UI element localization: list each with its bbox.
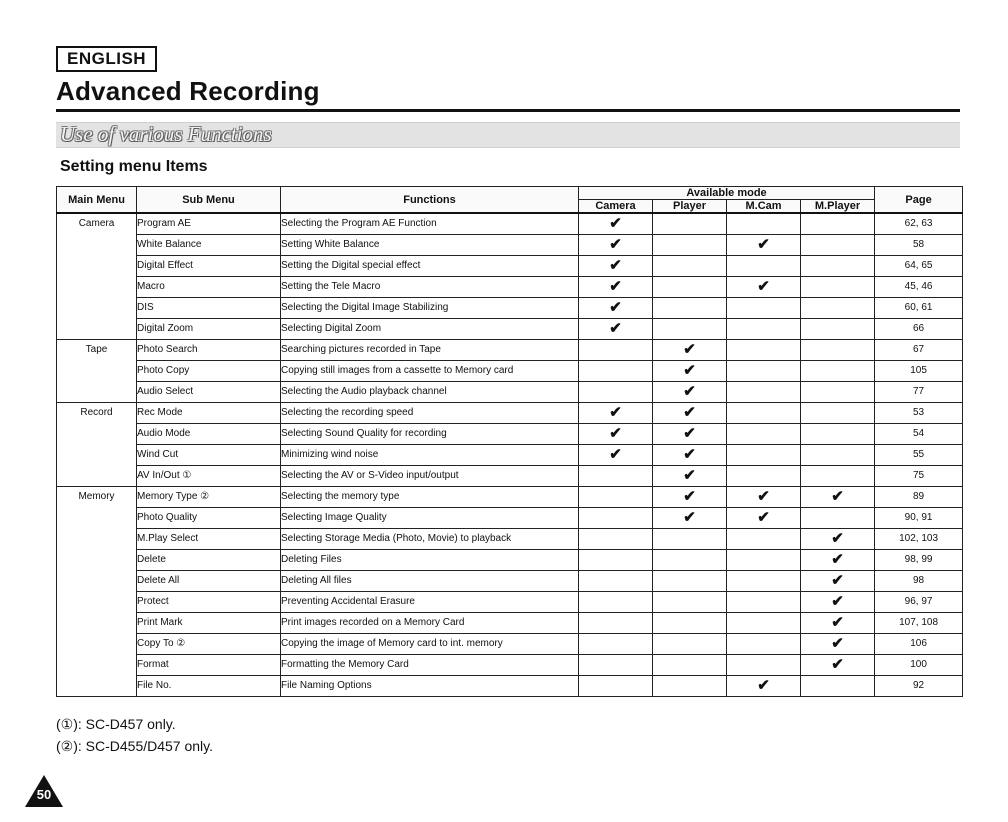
header-mode-mplayer: M.Player [801, 200, 875, 214]
camera-mode-cell [579, 550, 653, 571]
sub-menu-cell: Photo Copy [137, 361, 281, 382]
page-cell: 45, 46 [875, 277, 963, 298]
header-mode-mcam: M.Cam [727, 200, 801, 214]
function-cell: Selecting the memory type [281, 487, 579, 508]
main-menu-cell: Record [57, 403, 137, 487]
sub-menu-cell: Audio Mode [137, 424, 281, 445]
mplayer-mode-cell: ✔ [801, 529, 875, 550]
camera-mode-cell [579, 466, 653, 487]
player-mode-cell: ✔ [653, 340, 727, 361]
sub-menu-cell: DIS [137, 298, 281, 319]
mcam-mode-cell [727, 382, 801, 403]
function-cell: Preventing Accidental Erasure [281, 592, 579, 613]
page-cell: 98 [875, 571, 963, 592]
sub-menu-cell: AV In/Out ① [137, 466, 281, 487]
sub-menu-cell: Memory Type ② [137, 487, 281, 508]
mcam-mode-cell: ✔ [727, 235, 801, 256]
mplayer-mode-cell [801, 277, 875, 298]
player-mode-cell [653, 613, 727, 634]
mplayer-mode-cell [801, 256, 875, 277]
mplayer-mode-cell [801, 235, 875, 256]
function-cell: Selecting Digital Zoom [281, 319, 579, 340]
mcam-mode-cell [727, 466, 801, 487]
header-sub-menu: Sub Menu [137, 187, 281, 214]
function-cell: Selecting Sound Quality for recording [281, 424, 579, 445]
setting-menu-table [56, 186, 963, 697]
mplayer-mode-cell: ✔ [801, 655, 875, 676]
subsection-title: Setting menu Items [60, 158, 208, 175]
page-cell: 107, 108 [875, 613, 963, 634]
camera-mode-cell [579, 571, 653, 592]
table-row [57, 571, 963, 592]
page-cell: 62, 63 [875, 213, 963, 235]
mplayer-mode-cell: ✔ [801, 634, 875, 655]
mplayer-mode-cell: ✔ [801, 550, 875, 571]
table-row [57, 403, 963, 424]
player-mode-cell [653, 655, 727, 676]
page-cell: 89 [875, 487, 963, 508]
sub-menu-cell: Rec Mode [137, 403, 281, 424]
main-menu-cell: Memory [57, 487, 137, 697]
sub-menu-cell: Wind Cut [137, 445, 281, 466]
camera-mode-cell [579, 382, 653, 403]
player-mode-cell: ✔ [653, 382, 727, 403]
mplayer-mode-cell [801, 508, 875, 529]
camera-mode-cell: ✔ [579, 424, 653, 445]
player-mode-cell: ✔ [653, 508, 727, 529]
mplayer-mode-cell [801, 382, 875, 403]
function-cell: Selecting the Digital Image Stabilizing [281, 298, 579, 319]
table-row [57, 235, 963, 256]
page-title: Advanced Recording [56, 76, 320, 106]
camera-mode-cell: ✔ [579, 277, 653, 298]
player-mode-cell [653, 256, 727, 277]
table-row [57, 613, 963, 634]
camera-mode-cell [579, 655, 653, 676]
camera-mode-cell [579, 361, 653, 382]
function-cell: File Naming Options [281, 676, 579, 697]
page-cell: 96, 97 [875, 592, 963, 613]
mcam-mode-cell [727, 445, 801, 466]
title-divider [56, 109, 960, 112]
mcam-mode-cell [727, 213, 801, 235]
function-cell: Setting the Tele Macro [281, 277, 579, 298]
mcam-mode-cell [727, 340, 801, 361]
mcam-mode-cell [727, 256, 801, 277]
mcam-mode-cell: ✔ [727, 508, 801, 529]
player-mode-cell [653, 676, 727, 697]
mplayer-mode-cell [801, 466, 875, 487]
page-cell: 75 [875, 466, 963, 487]
footnote-2: (②): SC-D455/D457 only. [56, 738, 214, 754]
table-row [57, 424, 963, 445]
mplayer-mode-cell [801, 361, 875, 382]
player-mode-cell [653, 277, 727, 298]
mplayer-mode-cell [801, 403, 875, 424]
header-functions: Functions [281, 187, 579, 214]
table-row [57, 445, 963, 466]
camera-mode-cell [579, 613, 653, 634]
camera-mode-cell: ✔ [579, 445, 653, 466]
sub-menu-cell: M.Play Select [137, 529, 281, 550]
page-cell: 105 [875, 361, 963, 382]
table-row [57, 382, 963, 403]
table-row [57, 634, 963, 655]
page-cell: 58 [875, 235, 963, 256]
page-cell: 53 [875, 403, 963, 424]
player-mode-cell: ✔ [653, 424, 727, 445]
header-page: Page [875, 187, 963, 214]
page-cell: 66 [875, 319, 963, 340]
table-row [57, 655, 963, 676]
function-cell: Selecting Storage Media (Photo, Movie) to playback [281, 529, 579, 550]
table-row [57, 213, 963, 235]
camera-mode-cell [579, 487, 653, 508]
mcam-mode-cell: ✔ [727, 487, 801, 508]
mcam-mode-cell [727, 403, 801, 424]
page-cell: 77 [875, 382, 963, 403]
mcam-mode-cell [727, 655, 801, 676]
mcam-mode-cell: ✔ [727, 277, 801, 298]
mcam-mode-cell [727, 550, 801, 571]
page-cell: 54 [875, 424, 963, 445]
footnote-1: (①): SC-D457 only. [56, 716, 176, 732]
player-mode-cell [653, 592, 727, 613]
page-cell: 64, 65 [875, 256, 963, 277]
mplayer-mode-cell: ✔ [801, 487, 875, 508]
camera-mode-cell: ✔ [579, 298, 653, 319]
page-cell: 67 [875, 340, 963, 361]
mplayer-mode-cell: ✔ [801, 592, 875, 613]
mplayer-mode-cell [801, 298, 875, 319]
table-row [57, 340, 963, 361]
header-mode-player: Player [653, 200, 727, 214]
page-number: 50 [36, 787, 52, 802]
mplayer-mode-cell: ✔ [801, 571, 875, 592]
main-menu-cell: Tape [57, 340, 137, 403]
header-available-mode: Available mode [579, 187, 875, 200]
mcam-mode-cell [727, 529, 801, 550]
table-row [57, 508, 963, 529]
mplayer-mode-cell: ✔ [801, 613, 875, 634]
player-mode-cell: ✔ [653, 466, 727, 487]
mcam-mode-cell [727, 361, 801, 382]
camera-mode-cell [579, 676, 653, 697]
table-row [57, 319, 963, 340]
function-cell: Selecting Image Quality [281, 508, 579, 529]
page-cell: 90, 91 [875, 508, 963, 529]
function-cell: Minimizing wind noise [281, 445, 579, 466]
player-mode-cell: ✔ [653, 403, 727, 424]
player-mode-cell [653, 319, 727, 340]
main-menu-cell: Camera [57, 213, 137, 340]
sub-menu-cell: Delete [137, 550, 281, 571]
mplayer-mode-cell [801, 676, 875, 697]
function-cell: Selecting the recording speed [281, 403, 579, 424]
sub-menu-cell: Audio Select [137, 382, 281, 403]
table-row [57, 550, 963, 571]
table-row [57, 298, 963, 319]
sub-menu-cell: Format [137, 655, 281, 676]
function-cell: Setting White Balance [281, 235, 579, 256]
table-row [57, 676, 963, 697]
page-cell: 92 [875, 676, 963, 697]
page-cell: 100 [875, 655, 963, 676]
page-cell: 102, 103 [875, 529, 963, 550]
header-main-menu: Main Menu [57, 187, 137, 214]
section-title: Use of various Functions [60, 122, 272, 146]
camera-mode-cell [579, 634, 653, 655]
page-cell: 106 [875, 634, 963, 655]
player-mode-cell [653, 634, 727, 655]
function-cell: Deleting Files [281, 550, 579, 571]
camera-mode-cell: ✔ [579, 256, 653, 277]
sub-menu-cell: Photo Quality [137, 508, 281, 529]
player-mode-cell [653, 213, 727, 235]
camera-mode-cell [579, 508, 653, 529]
camera-mode-cell [579, 592, 653, 613]
mcam-mode-cell [727, 298, 801, 319]
language-label: ENGLISH [56, 46, 157, 72]
function-cell: Selecting the AV or S-Video input/output [281, 466, 579, 487]
sub-menu-cell: Print Mark [137, 613, 281, 634]
table-row [57, 487, 963, 508]
sub-menu-cell: Macro [137, 277, 281, 298]
mplayer-mode-cell [801, 424, 875, 445]
sub-menu-cell: Digital Effect [137, 256, 281, 277]
player-mode-cell [653, 298, 727, 319]
sub-menu-cell: Delete All [137, 571, 281, 592]
mplayer-mode-cell [801, 445, 875, 466]
page-cell: 55 [875, 445, 963, 466]
header-mode-camera: Camera [579, 200, 653, 214]
sub-menu-cell: Photo Search [137, 340, 281, 361]
function-cell: Formatting the Memory Card [281, 655, 579, 676]
player-mode-cell: ✔ [653, 445, 727, 466]
player-mode-cell [653, 550, 727, 571]
camera-mode-cell: ✔ [579, 213, 653, 235]
function-cell: Deleting All files [281, 571, 579, 592]
table-row [57, 466, 963, 487]
sub-menu-cell: File No. [137, 676, 281, 697]
function-cell: Copying still images from a cassette to Memory card [281, 361, 579, 382]
player-mode-cell [653, 235, 727, 256]
table-row [57, 256, 963, 277]
mcam-mode-cell [727, 424, 801, 445]
sub-menu-cell: Copy To ② [137, 634, 281, 655]
function-cell: Selecting the Audio playback channel [281, 382, 579, 403]
table-row [57, 277, 963, 298]
camera-mode-cell [579, 529, 653, 550]
camera-mode-cell: ✔ [579, 319, 653, 340]
table-body [57, 213, 963, 697]
table-row [57, 361, 963, 382]
table-row [57, 529, 963, 550]
page-cell: 98, 99 [875, 550, 963, 571]
camera-mode-cell: ✔ [579, 403, 653, 424]
page-cell: 60, 61 [875, 298, 963, 319]
function-cell: Print images recorded on a Memory Card [281, 613, 579, 634]
player-mode-cell [653, 529, 727, 550]
sub-menu-cell: White Balance [137, 235, 281, 256]
function-cell: Searching pictures recorded in Tape [281, 340, 579, 361]
function-cell: Copying the image of Memory card to int. memory [281, 634, 579, 655]
sub-menu-cell: Program AE [137, 213, 281, 235]
mcam-mode-cell [727, 592, 801, 613]
mcam-mode-cell [727, 613, 801, 634]
mplayer-mode-cell [801, 213, 875, 235]
mplayer-mode-cell [801, 319, 875, 340]
player-mode-cell: ✔ [653, 361, 727, 382]
header-row [57, 187, 963, 200]
player-mode-cell [653, 571, 727, 592]
player-mode-cell: ✔ [653, 487, 727, 508]
mplayer-mode-cell [801, 340, 875, 361]
mcam-mode-cell [727, 571, 801, 592]
mcam-mode-cell [727, 319, 801, 340]
camera-mode-cell [579, 340, 653, 361]
function-cell: Selecting the Program AE Function [281, 213, 579, 235]
camera-mode-cell: ✔ [579, 235, 653, 256]
mcam-mode-cell: ✔ [727, 676, 801, 697]
mcam-mode-cell [727, 634, 801, 655]
table-row [57, 592, 963, 613]
sub-menu-cell: Digital Zoom [137, 319, 281, 340]
sub-menu-cell: Protect [137, 592, 281, 613]
function-cell: Setting the Digital special effect [281, 256, 579, 277]
